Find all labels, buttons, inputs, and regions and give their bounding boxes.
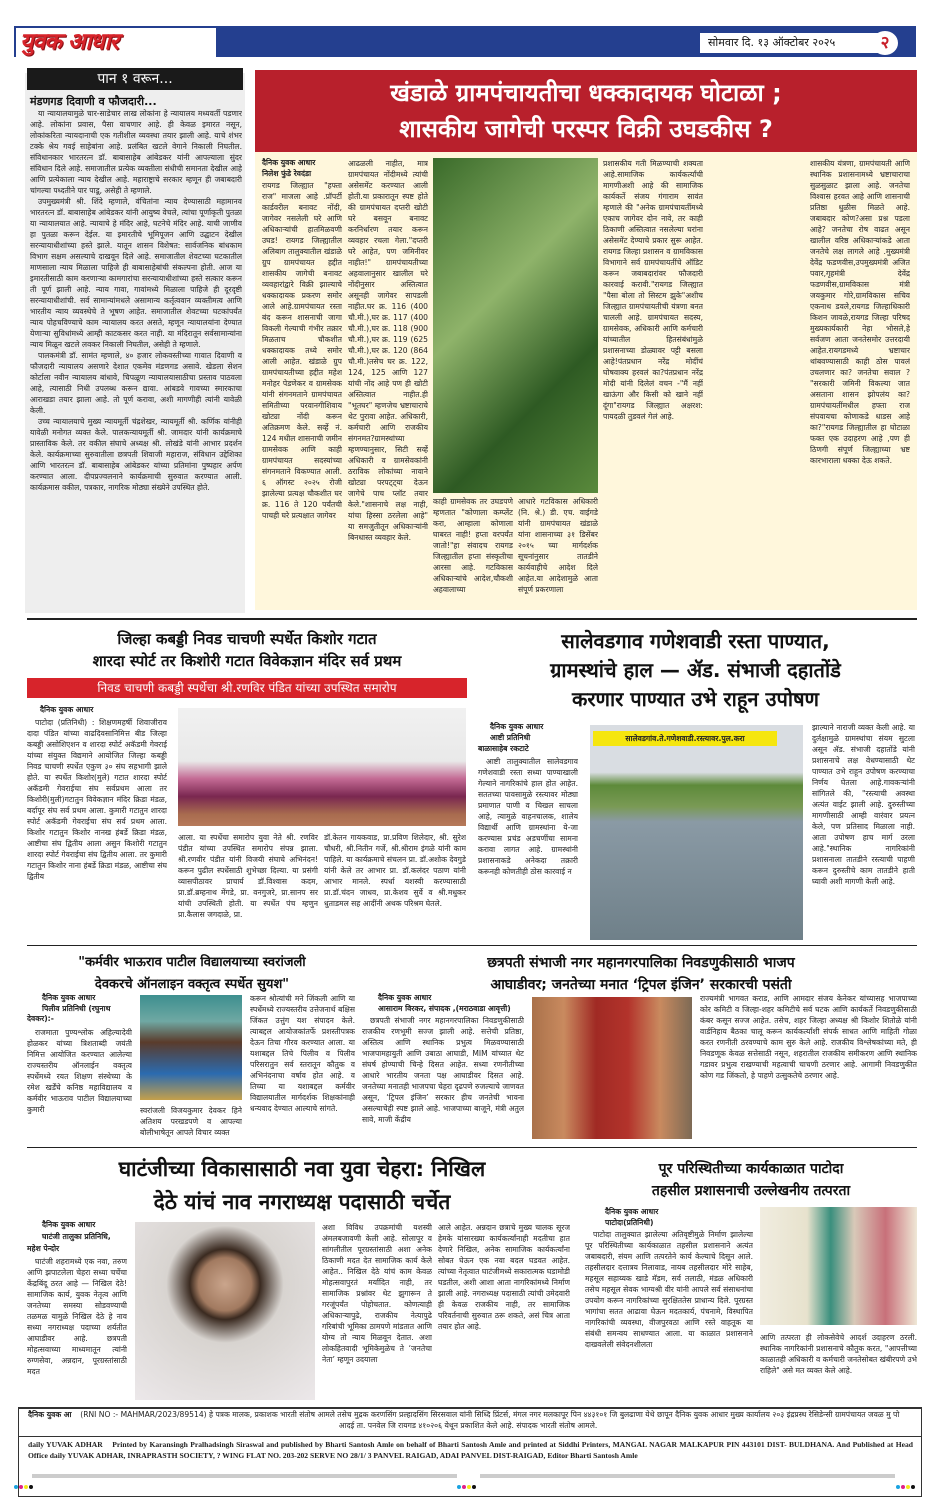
speech-byline-author: पिलीव प्रतिनिधी (रघुनाथ देवकर):- <box>27 1004 111 1023</box>
nikhil-col2: अशा विविध उपक्रमांची यशस्वी अंमलबजावणी केली आहे. सोलापूर व सांगलीतील पूरग्रस्तांसाठी अशा अनेक ठिकाणी मदत देत सामाजिक कार्य केले आहेत.. निखिल देठे यांचं काम केवळ मोहत्सवापुरतं मर्यादित नाही, तर सामाजिक प्रश्नांवर थेट झुगारून ते गरजूंपर्यंत पोहोचतात. कोणत्याही अधिकाऱ्यापुढे, राजकीय नेत्यापुढे गरिबांची भूमिका ठामपणे मांडतात आणि योग्य तो न्याय मिळवून देतात. अशा लोकहितवादी भूमिकेमुळेच ते ‘जनतेचा नेता’ म्हणून उदयाला <box>322 1223 432 1364</box>
flood-byline-place: पाटोदा(प्रतिनिधी) <box>605 1218 654 1227</box>
road-headline <box>473 627 918 714</box>
bjp-headline-line1: छत्रपती संभाजी नगर महानगरपालिका निवडणुकीसाठी भाजप <box>487 955 795 971</box>
lead-headline-line2: शासकीय जागेची परस्पर विक्री उघडकीस ? <box>399 115 773 143</box>
flooded-road-photo <box>590 725 803 940</box>
kabaddi-team-photo <box>178 708 466 826</box>
flood-headline <box>585 1158 917 1202</box>
lead-col1: रायगड जिल्ह्यात "हफ्ता राज" माजला आहे .प्रॉपर्टी कार्डवरील बनावट नोंदी, जागेवर नसलेली घरे आणि अधिकाऱ्यांची हातमिळवणी उघड! रायगड जिल्ह्यातील अलिबाग तालुक्यातील खंडाळे ग्रुप ग्रामपंचायत हद्दीत शासकीय जागेची बनावट व्यवहारांद्वारे विक्री झाल्याचे धक्कादायक प्रकरण समोर आले आहे.ग्रामपंचायत रस्ता बंद करून शासनाची जागा विकली गेल्याची गंभीर तक्रार मिळताच चौकशीत धक्कादायक तथ्ये समोर आली आहेत. खंडाळे ग्रुप ग्रामपंचायतीच्या हद्दीत महेश मनोहर पेडणेकर व ग्रामसेवक यांनी संगनमताने ग्रामपंचायत समितीच्या परवानगीशिवाय खोट्या नोंदी करून अतिक्रमण केले. सर्व्हे नं. 124 मधील शासनाची जमीन ग्रामसेवक आणि काही ग्रामपंचायत सदस्यांच्या संगनमताने विकण्यात आली. ६ ऑगस्ट २०२५ रोजी झालेल्या प्रत्यक्ष चौकशीत घर क्र. 116 ते 120 पर्यंतची पाचही घरे प्रत्यक्षात जागेवर <box>262 181 342 520</box>
continued-body <box>30 108 242 608</box>
nikhil-col3: आले आहेत. अन्नदान छत्राचे मुख्य चालक सूरज हेमके यांसारख्या कार्यकर्त्यांनाही मदतीचा हात देणारे निखिल, अनेक सामाजिक कार्यकर्त्यांना सोबत घेऊन एक नवा बदल घडवत आहेत. त्यांच्या नेतृत्वात घाटंजीमध्ये सकारात्मक घडामोडी घडतील, अशी आशा आता नागरिकांमध्ये निर्माण झाली आहे. नगराध्यक्ष पदासाठी त्यांची उमेदवारी ही केवळ राजकीय नाही, तर सामाजिक परिवर्तनाची सुरुवात ठरू शकते, असं चित्र आता तयार होत आहे. <box>438 1223 570 1331</box>
speech-headline-line1: "कर्मवीर भाऊराव पाटील विद्यालयाच्या स्वरांजली <box>78 955 306 970</box>
imprint-marathi <box>28 1409 908 1433</box>
nikhil-byline-paper: दैनिक युवक आधार <box>42 1220 96 1229</box>
bjp-col2: राज्यमंत्री भागवत कराड, आणि आमदार संजय केनेकर यांच्यासह भाजपाच्या कोर कमिटी व जिल्हा-शहर कमिटीचे सर्व घटक आणि कार्यकर्ते निवडणुकीसाठी कंबर कसून सज्ज आहेत. तसेच, शहर जिल्हा अध्यक्ष श्री किशोर शितोळे यांनी वार्डनिहाय बैठका चालू करून कार्यकर्त्यांशी संपर्क साधत आणि माहिती गोळा करत रणनीती ठरवण्याचे काम सुरु केले आहे. राजकीय विश्लेषकांच्या मते, ही निवडणूक केवळ सत्तेसाठी नसून, शहरातील राजकीय समीकरण आणि स्थानिक गडावर प्रभुत्व राखण्याची महत्वाची चाचणी ठरणार आहे. आगामी निवडणुकीत कोण गड जिंकतो, हे पाहणे उत्सुकतेचे ठरणार आहे. <box>700 994 917 1080</box>
lead-col5: प्रशासकीय गती मिळण्याची शक्यता आहे.सामाजिक कार्यकर्त्यांची मागणीअशी आहे की सामाजिक कार्यकर्ते संजय गंगाराम सावंत म्हणाले की "अनेक ग्रामपंचायतींमध्ये एकाच जागेवर दोन नावे, तर काही ठिकाणी अस्तित्वात नसलेल्या घरांना असेसमेंट देण्याचे प्रकार सुरू आहेत. रायगड जिल्हा प्रशासन व ग्रामविकास विभागाने सर्व ग्रामपंचायतींचे ऑडिट करून जबाबदारांवर फौजदारी कारवाई करावी."रायगड जिल्ह्यात "पैसा बोला तो सिस्टम झुके"अशीच जिल्ह्यात ग्रामपंचायतीची यंत्रणा बनत चालली आहे. ग्रामपंचायत सदस्य, ग्रामसेवक, अधिकारी आणि कर्मचारी यांच्यातील हितसंबंधांमुळे प्रशासनाच्या डोळ्यावर पट्टी बसला आहे!पंतप्रधान नरेंद्र मोदींचं घोषवाक्य हरवलं का?पंतप्रधान नरेंद्र मोदी यांनी दिलेलं वचन -"मैं नहीं खाऊंगा और किसी को खाने नहीं दूंगा"रायगड जिल्ह्यात अक्षरश: पायदळी तुडवलं गेलं आहे. <box>603 159 703 421</box>
paragraph: उच्च न्यायालयाचे मुख्य न्यायमूर्ती चंद्रशेखर, न्यायमूर्ती श्री. कर्णिक यांनीही यावेळी मनोगत व्यक्त केले. पालकन्यायमूर्ती श्री. जामदार यांनी कार्यक्रमाचे प्रास्ताविक केले. तर वकील संघाचे अध्यक्ष श्री. लोखंडे यांनी आभार प्रदर्शन केले. कार्यक्रमाच्या सुरुवातीला छत्रपती शिवाजी महाराज, संविधान उद्देशिका आणि भारतरत्न डॉ. बाबासाहेब आंबेडकर यांच्या प्रतिमांना पुष्पहार अर्पण करण्यात आला. दीपप्रज्वलनाने कार्यक्रमाची सुरुवात करण्यात आली. कार्यक्रमास वकील, पत्रकार, नागरिक मोठ्या संख्येने उपस्थित होते. <box>30 417 242 492</box>
imprint-english-text: Printed by Karansingh Pralhadsingh Siraswal and published by Bharti Santosh Amle on behalf of Bharti Santosh Amle and printed at Siddhi Printers, MANGAL NAGAR MALKAPUR PIN 443101 DIST- BULDHANA. And Published at Head Office daily YUVAK ADHAR, INRAPRASTH SOCIETY, ? WING FLAT NO. 203-202 SERVE NO 28/1/ 3 PANVEL RAIGAD, ADAI PANVEL DIST-RAIGAD, Editor Bharti Santosh Amle <box>28 1440 913 1460</box>
registration-mark-right <box>896 1474 916 1493</box>
lead-byline-author: निलेश फुंडे रेवदंडा <box>262 169 312 178</box>
tehsil-office-photo <box>760 1207 917 1325</box>
paragraph: पालकमंत्री डॉ. सामंत म्हणाले, ४० हजार लोकवस्तीच्या गावात दिवाणी व फौजदारी न्यायालय असणारे देशात एकमेव मंडणगड असावे. खेडला सेशन कोर्टाला नवीन न्यायालय बांधावे, चिपळूण न्यायालयासाठीचा प्रस्ताव पाठवला आहे, त्यासाठी निधी उपलब्ध करून द्यावा. आंबडवे गावच्या स्मारकाचा आराखडा तयार झाला आहे. तो पूर्ण करावा, अशी मागणीही त्यांनी यावेळी केली. <box>30 351 242 415</box>
flood-headline-line1: पूर परिस्थितीच्या कार्यकाळात पाटोदा <box>658 1161 844 1177</box>
bjp-byline-paper: दैनिक युवक आधार <box>378 993 432 1002</box>
nikhil-byline-place: घाटंजी तालुका प्रतिनिधि, <box>42 1232 111 1241</box>
speech-col1: राजमाता पुण्यश्लोक अहिल्यादेवी होळकर यांच्या त्रिशताब्दी जयंती निमित्त आयोजित करण्यात आलेल्या राज्यस्तरीय ऑनलाईन वक्तृत्व स्पर्धेमध्ये रयत शिक्षण संस्थेच्या के रमेश खर्डेंचे कनिष्ठ महाविद्यालय व कर्मवीर भाऊराव पाटील विद्यालयाच्या कुमारी <box>27 1028 132 1114</box>
road-byline-paper: दैनिक युवक आधार <box>490 722 544 731</box>
issue-date: सोमवार दि. १३ ऑक्टोबर २०२५ <box>700 33 882 53</box>
forest-land-photo <box>433 158 598 493</box>
road-headline-line1: सालेवडगाव गणेशवाडी रस्ता पाण्यात, <box>561 629 830 653</box>
kabaddi-col2: आला. या स्पर्धेचा समारोप युवा नेते श्री. रणविर पंडीत यांच्या उपस्थित समारोप संपन्न झाला. श्री.रणवीर पंडीत यांनी विजयी संघाचे अभिनंदन! करून पुढील स्पर्धेसाठी शुभेच्छा दिल्या. या प्रसंगी व्यासपीठावर प्राचार्य डॉ.विश्वास कदम, प्रा.डॉ.ब्रम्हनाथ मेंगडे, प्रा. वनगुजरे, प्रा.सानप सर यांची उपस्थिती होती. या स्पर्धेत पंच म्हणुन प्रा.कैलास जगदाळे, प्रा. <box>178 833 318 919</box>
flood-col1: पाटोदा तालुक्यात झालेल्या अतिवृष्टीमुळे निर्माण झालेल्या पूर परिस्थितीच्या कार्यकाळात तहसील प्रशासनाने अत्यंत जबाबदारी, संयम आणि तत्परतेने कार्य केल्याचे दिसून आले. तहसीलदार दत्तात्रय निलावाड, नायब तहसीलदार मोरे साहेब, महसूल सहाय्यक खाडे मॅडम, सर्व तलाठी, मंडळ अधिकारी तसेच महसूल सेवक भाग्यश्री वीर यांनी आपले सर्व संसाधनांचा उपयोग करून नागरिकांच्या सुरक्षिततेस प्राधान्य दिले. पूरग्रस्त भागांचा सतत आढावा घेऊन मदतकार्य, पंचनामे, विस्थापित नागरिकांची व्यवस्था, वीजपुरवठा आणि रस्ते वाहतूक या संबंधी समन्वय साधण्यात आला. या काळात प्रशासनाने दाखवलेली संवेदनशीलता <box>585 1230 753 1349</box>
bjp-headline <box>365 952 917 996</box>
imprint-marathi-label: दैनिक युवक आ <box>28 1410 72 1419</box>
candidate-photo <box>135 1222 315 1400</box>
flood-byline-paper: दैनिक युवक आधार <box>605 1207 659 1216</box>
flood-col2: आणि तत्परता ही लोकसेवेचे आदर्श उदाहरण ठरली. स्थानिक नागरिकांनी प्रशासनाचे कौतुक करत, "आपत्तीच्या काळातही अधिकारी व कर्मचारी जनतेसोबत खंबीरपणे उभे राहिले" असे मत व्यक्त केले आहे. <box>760 1333 917 1375</box>
nikhil-headline <box>27 1153 577 1219</box>
road-byline-place: आष्टी प्रतिनिधी <box>490 733 531 742</box>
speech-headline <box>27 952 357 996</box>
lead-col2: आढळली नाहीत, मात्र ग्रामपंचायत नोंदीमध्ये त्यांची असेसमेंट करण्यात आली होती.या प्रकारातून स्पष्ट होते की ग्रामपंचायत दप्तरी खोटी घरे बसवून बनावट करनिर्धारण तयार करून व्यवहार रचला गेला."दप्तरी घरे आहेत, पण जमिनीवर नाहीत!" ग्रामपंचायतीच्या अहवालानुसार खालील घरे नोंदीनुसार अस्तित्वात असूनही जागेवर सापडली नाहीत.घर क्र. 116 (400 चौ.मी.),घर क्र. 117 (400 चौ.मी.),घर क्र. 118 (900 चौ.मी.),घर क्र. 119 (625 चौ.मी.),घर क्र. 120 (864 चौ.मी.)तसेच घर क्र. 122, 124, 125 आणि 127 यांची नोंद आहे पण ही खोटी अस्तित्वात नाहीत.ही "भूतघर" म्हणजेच भ्रष्टाचाराचे थेट पुरावा आहेत. अधिकारी, कर्मचारी आणि राजकीय संगनमत?ग्रामस्थांच्या म्हणण्यानुसार, सिटी सर्व्हे अधिकारी व ग्रामसेवकांनी ठराविक लोकांच्या नावाने खोट्या परपट्ट्या देऊन जागेचे पाच प्लॉट तयार केले."शासनाचे लक्ष नाही, यांचा हिस्सा ठरलेला आहे" या समजुतीतून अधिकाऱ्यांनी बिनधास्त व्यवहार केले. <box>348 159 428 542</box>
student-photo <box>140 995 242 1100</box>
kabaddi-headline-line2: शारदा स्पोर्ट तर किशोरी गटात विवेकज्ञान मंदिर सर्व प्रथम <box>92 652 402 670</box>
paragraph: उपमुख्यमंत्री श्री. शिंदे म्हणाले, वंचितांना न्याय देण्यासाठी महामानव भारतरत्न डॉ. बाबासाहेब आंबेडकर यांनी आयुष्य वेचले, त्यांचा पूर्णाकृती पुतळा या न्यायालयात आहे. न्यायाचे हे मंदिर आहे, घटनेचे मंदिर आहे. याची जाणीव हा पुतळा करून देईल. या इमारतीचे भूमिपूजन आणि उद्घाटन देखील सरन्यायाधीशांच्या हस्ते झाले. यातून शासन विशेषत: सार्वजनिक बांधकाम विभाग सक्षम असल्याचे दाखवून दिले आहे. समाजातील शेवटच्या घटकातील माणसाला न्याय मिळाला पाहिजे ही बाबासाहेबांची संकल्पना होती. आज या इमारतीसाठी काम करणाऱ्या कामगारांचा सरन्यायाधीशांच्या हस्ते सत्कार करून ती पूर्ण झाली आहे. न्याय गावा, गावांमध्ये मिळाला पाहिजे ही दूरदृष्टी सरन्यायाधीशांची. सर्व सामान्यांमधले असामान्य कर्तृत्ववान व्यक्तीमत्व आणि भारतीय न्याय व्यवस्थेचे ते भूषण आहेत. समाजातील शेवटच्या घटकांपर्यंत न्याय पोहचविण्याचे काम न्यायालय करत असते, म्हणून न्यायालयांना देण्यात येणाऱ्या सुविधांमध्ये आम्ही काटकसर करत नाही. या मंदिरातून सर्वसामान्यांना न्याय मिळून खटले लवकर निकाली निघतील, असेही ते म्हणाले. <box>30 197 242 349</box>
imprint-english <box>28 1439 913 1473</box>
paragraph: या न्यायालयामुळे चार-साडेचार लाख लोकांना हे न्यायालय मध्यवर्ती पडणार आहे. लोकांना प्रवास, पैसा वाचणार आहे. ही केवळ इमारत नसून, लोकांकरिता न्यायदानाची एक गतीशील व्यवस्था तयार झाली आहे. याचे शंभर टक्के श्रेय गवई साहेबांना आहे. प्रलंबित खटले वेगाने निकाली निघतील. संविधानकार भारतरत्न डॉ. बाबासाहेब आंबेडकर यांनी आपल्याला सुंदर संविधान दिले आहे. समाजातील प्रत्येक व्यक्तीला संधीची समानता देखील आहे आणि प्रत्येकाला न्याय देखील आहे. महाराष्ट्राचे सरकार म्हणून ही जबाबदारी चांगल्या पध्दतीने पार पाडू, असेही ते म्हणाले. <box>30 109 242 195</box>
kabaddi-subhead: निवड चाचणी कबड्डी स्पर्धेचा श्री.रणविर पंडित यांच्या उपस्थित समारोप <box>27 678 467 698</box>
road-col2: झाल्याने नाराजी व्यक्त केली आहे. या दुर्लक्षामुळे ग्रामस्थांचा संयम सुटला असून ॲड. संभाजी दहातोंडे यांनी प्रशासनाचे लक्ष वेधण्यासाठी थेट पाण्यात उभे राहून उपोषण करण्याचा निर्णय घेतला आहे.गावकऱ्यांनी सांगितले की, "रस्त्याची अवस्था अत्यंत वाईट झाली आहे. दुरुस्तीच्या मागणीसाठी आम्ही वारंवार प्रयत्न केले, पण प्रतिसाद मिळाला नाही. आता उपोषण हाच मार्ग उरला आहे."स्थानिक नागरिकांनी प्रशासनाला तातडीने रस्त्याची पाहणी करून दुरुस्तीचे काम तातडीने हाती घ्यावी अशी मागणी केली आहे. <box>812 723 915 886</box>
road-col1: आष्टी तालुक्यातील सालेवडगाव गणेशवाडी रस्ता सध्या पाण्याखाली गेल्याने नागरिकांचे हाल होत आहेत. सततच्या पावसामुळे रस्त्यावर मोठ्या प्रमाणात पाणी व चिखल साचला आहे, त्यामुळे वाहनचालक, शालेय विद्यार्थी आणि ग्रामस्थांना ये-जा करण्यास प्रचंड अडचणींचा सामना करावा लागत आहे. ग्रामस्थांनी प्रशासनाकडे अनेकदा तक्रारी करूनही कोणतीही ठोस कारवाई न <box>478 757 578 876</box>
continued-title: मंडणगड दिवाणी व फौजदारी... <box>30 95 157 108</box>
page-number: २ <box>872 31 898 55</box>
imprint-divider <box>18 1436 922 1437</box>
municipal-building-photo <box>532 997 692 1139</box>
registration-mark-center <box>457 1474 477 1493</box>
section-divider <box>27 618 917 620</box>
lead-headline <box>255 70 917 152</box>
speech-col2: स्वरांजली विजयकुमार देवकर हिने अतिशय परखडपणे व आपल्या बोलीभाषेतून आपले विचार व्यक्त <box>140 1106 242 1137</box>
bjp-col1: छत्रपती संभाजी नगर महानगरपालिका निवडणुकीसाठी राजकीय रणभूमी सज्ज झाली आहे. सत्तेची प्रतिष्ठा, अस्तित्व आणि स्थानिक प्रभुत्व मिळवण्यासाठी भाजपामहायुती आणि उबाठा आघाडी, MIM यांच्यात थेट संघर्ष होण्याची चिन्हे दिसत आहेत. सध्या रणनीतीच्या आधारे भारतीय जनता पक्ष आघाडीवर दिसत आहे. जनतेच्या मनातही भाजपचा चेहरा दृढपणे रुजल्याचे जाणवत असून, ‘ट्रिपल इंजिन’ सरकार हीच जनतेची भावना असल्याचेही स्पष्ट झाले आहे. भाजपाच्या बाजूने, मंत्री अतुल सावे, माजी केंद्रीय <box>362 1016 524 1124</box>
lead-col6: शासकीय यंत्रणा, ग्रामपंचायती आणि स्थानिक प्रशासनामध्ये भ्रष्टाचाराचा सुळसुळाट झाला आहे. जनतेचा विश्वास हरवत आहे आणि शासनाची प्रतिष्ठा धुळीस मिळते आहे. जबाबदार कोण?असा प्रश्न पडला आहे? जनतेचा रोष वाढत असून खालील वरिष्ठ अधिकाऱ्यांकडे आता जनतेचे लक्ष लागले आहे .मुख्यमंत्री देवेंद्र फडणवीस,उपमुख्यमंत्री अजित पवार,गृहमंत्री देवेंद्र फडणवीस,ग्रामविकास मंत्री जयकुमार गोरे,ग्रामविकास सचिव एकनाथ डवले,रायगड जिल्हाधिकारी किशन जावळे,रायगड जिल्हा परिषद मुख्यकार्यकारी नेहा भोसले,हे सर्वजण आता जनतेसमोर उत्तरदायी आहेत.रायगडमध्ये भ्रष्टाचार थांबवण्यासाठी काही ठोस पावलं उचलणार का? जनतेचा सवाल ? "सरकारी जमिनी विकल्या जात असताना शासन झोपलंय का?ग्रामपंचायतींमधील हफ्ता राज संपवायचा कोणाकडे धाडस आहे का?"रायगड जिल्ह्यातील हा घोटाळा फक्त एक उदाहरण आहे ,पण ही ठिणगी संपूर्ण जिल्ह्याच्या भ्रष्ट कारभाराला धक्का देऊ शकते. <box>810 159 910 465</box>
registration-bar-left <box>32 1474 457 1478</box>
nikhil-headline-line2: देठे यांचं नाव नगराध्यक्ष पदासाठी चर्चेत <box>153 1190 451 1214</box>
nikhil-byline-author: महेश पेन्दोर <box>27 1244 60 1253</box>
section-divider <box>27 1147 917 1148</box>
nikhil-headline-line1: घाटंजीच्या विकासासाठी नवा युवा चेहरा: निखिल <box>118 1157 486 1181</box>
speech-byline-paper: दैनिक युवक आधार <box>42 993 96 1002</box>
continued-header: पान १ वरून... <box>27 68 243 90</box>
imprint-marathi-text: (RNI NO :- MAHMAR/2023/89514) हे पत्रक मालक, प्रकाशक भारती संतोष आमले तसेच मुद्रक करणसिंग प्रल्हादसिंग सिरसवाल यांनी सिध्दि प्रिंटर्स, मंगल नगर मलकापूर पिन ४४३१०१ जि बुलढाणा येथे छापून दैनिक युवक आधार मुख्य कार्यालय २०३ इंद्रप्रस्थ रेसिडेन्सी ग्रामपंचायत जवळ मु पो आदई ता. पनवेल जि रायगड ४१०२०६ येथून प्रकाशित केले आहे. संपादक भारती संतोष आमले. <box>80 1410 900 1430</box>
road-headline-line3: करणार पाण्यात उभे राहून उपोषण <box>571 687 820 711</box>
registration-mark-left <box>14 1474 34 1493</box>
road-headline-line2: ग्रामस्थांचे हाल — ॲड. संभाजी दहातोंडे <box>550 658 841 682</box>
lead-col4: आधारे गटविकास अधिकारी (नि. श्रे.) डी. एच. वाईगडे यांनी ग्रामपंचायत खंडाळे यांना शासनाच्या ३१ डिसेंबर २०१५ च्या मार्गदर्शक सूचनांनुसार तातडीने कार्यवाहीचे आदेश दिले आहेत.या आदेशामुळे आता संपूर्ण प्रकरणाला <box>518 497 598 594</box>
registration-bar-right <box>480 1474 895 1478</box>
road-byline-author: बाळासाहेब रकटाटे <box>478 744 529 753</box>
imprint-english-label: daily YUVAK ADHAR <box>28 1440 103 1449</box>
lead-headline-line1: खंडाळे ग्रामपंचायतीचा धक्कादायक घोटाळा ; <box>390 79 782 107</box>
newspaper-logo: युवक आधार <box>16 28 216 57</box>
lead-byline-paper: दैनिक युवक आधार <box>262 158 316 167</box>
nikhil-col1: घाटंजी शहरामध्ये एक नवा, तरुण आणि झपाटलेला चेहरा सध्या चर्चेचा केंद्रबिंदू ठरत आहे — निखिल देठे! सामाजिक कार्य, युवक नेतृत्व आणि जनतेच्या समस्या सोडवण्याची तळमळ यामुळे निखिल देठे हे नाव सध्या नगराध्यक्ष पदाच्या शर्यतीत आघाडीवर आहे. छत्रपती मोहत्सवाच्या माध्यमातून त्यांनी रुग्णसेवा, अन्नदान, पूरग्रस्तांसाठी मदत <box>27 1257 127 1376</box>
bjp-headline-line2: आघाडीवर; जनतेच्या मनात ‘ट्रिपल इंजिन’ सरकारची पसंती <box>490 977 792 993</box>
speech-col3: करून श्रोत्यांची मने जिंकली आणि या स्पर्धेमध्ये राज्यस्तरीय उत्तेजनार्थ बक्षिस जिंकत उत्तुंग यश संपादन केले. त्याबद्दल आयोजकांतर्फे प्रशस्तीपत्रक देऊन तिचा गौरव करण्यात आला. या यशाबद्दल तिचे पिलीव व पिलीव परिसरातुन सर्व स्तरातून कौतुक व अभिनंदनाचा वर्षाव होत आहे. व तिच्या या यशाबद्दल कर्मवीर विद्यालयातील मार्गदर्शक शिक्षकांनाही धन्यवाद देण्यात आल्याचे सांगते. <box>250 994 355 1113</box>
kabaddi-headline <box>27 628 467 672</box>
kabaddi-headline-line1: जिल्हा कबड्डी निवड चाचणी स्पर्धेत किशोर गटात <box>117 630 377 648</box>
road-photo-caption: सालेवडगांव.ते.गणेशवाडी.रस्त्यावर.पुल.करा <box>593 731 777 746</box>
section-divider <box>27 945 917 946</box>
kabaddi-col3: डॉ.केतन गायकवाड, प्रा.प्रविण शिलेदार, श्री. सुरेश चौधरी, श्री.नितीन गर्जे, श्री.श्रीराम इंगळे यांनी काम पाहिले. या कार्यक्रमाचे संचलन प्रा. डॉ.अशोक देवगुडे यांनी केले तर आभार प्रा. डॉ.कलंदर पठाण यांनी आभार मानले. स्पर्धा यशस्वी करण्यासाठी प्रा.डॉ.चंदन जाधव, प्रा.केशव सुर्वे व श्री.मधुकर धुताडमल सह आदींनी अथक परिश्रम घेतले. <box>324 833 466 908</box>
kabaddi-byline: दैनिक युवक आधार <box>40 705 94 714</box>
flood-headline-line2: तहसील प्रशासनाची उल्लेखनीय तत्परता <box>651 1183 851 1199</box>
lead-col3: काही ग्रामसेवक तर उघडपणे म्हणतात "कोणाला कम्प्लेंट करा, आम्हाला कोणाला घाबरत नाही! हप्ता वरपर्यंत जातो!"हा संवादच रायगड जिल्ह्यातील हप्ता संस्कृतीचा आरसा आहे. गटविकास अधिकाऱ्यांचे आदेश,चौकशी अहवालाच्या <box>433 497 513 594</box>
bjp-byline-author: आसाराम विरकर, संपादक ,(मराठवाडा आवृत्ती) <box>378 1004 511 1013</box>
kabaddi-col1: पाटोदा (प्रतिनिधी) : शिक्षणमहर्षी शिवाजीराव दादा पंडित यांच्या वाढदिवसानिमित्त बीड जिल्हा कबड्डी असोशिएशन व शारदा स्पोर्ट अकॅडमी गेवराई यांच्या संयुक्त विद्यमाने आयोजित जिल्हा कबड्डी निवड चाचणी स्पर्धेत एकुण ३० संघ सहभागी झाले होते. या स्पर्धेत किशोर(मुले) गटात शारदा स्पोर्ट अकॅडमी गेवराईचा संघ सर्वप्रथम आला तर किशोरी(मुली)गटातुन विवेकज्ञान मंदिर क्रिडा मंडळ, बर्दापूर संघ सर्व प्रथम आला. कुमारी गटातुन शारदा स्पोर्ट अकॅडमी गेवराईचा संघ सर्व प्रथम आला. किशोर गटातुन किशोर नानख हंबर्डे क्रिडा मंडळ, आष्टीचा संघ द्वितीय आला असुन किशोरी गटातुन शारदा स्पोर्ट गेवराईचा संघ द्वितीय आला. तर कुमारी गटातुन किशोर नाना हंबर्डे क्रिडा मंडळ, आष्टीचा संघ द्वितीय <box>27 718 167 881</box>
speech-headline-line2: देवकरचे ऑनलाइन वक्तृत्व स्पर्धेत सुयश" <box>94 977 290 992</box>
